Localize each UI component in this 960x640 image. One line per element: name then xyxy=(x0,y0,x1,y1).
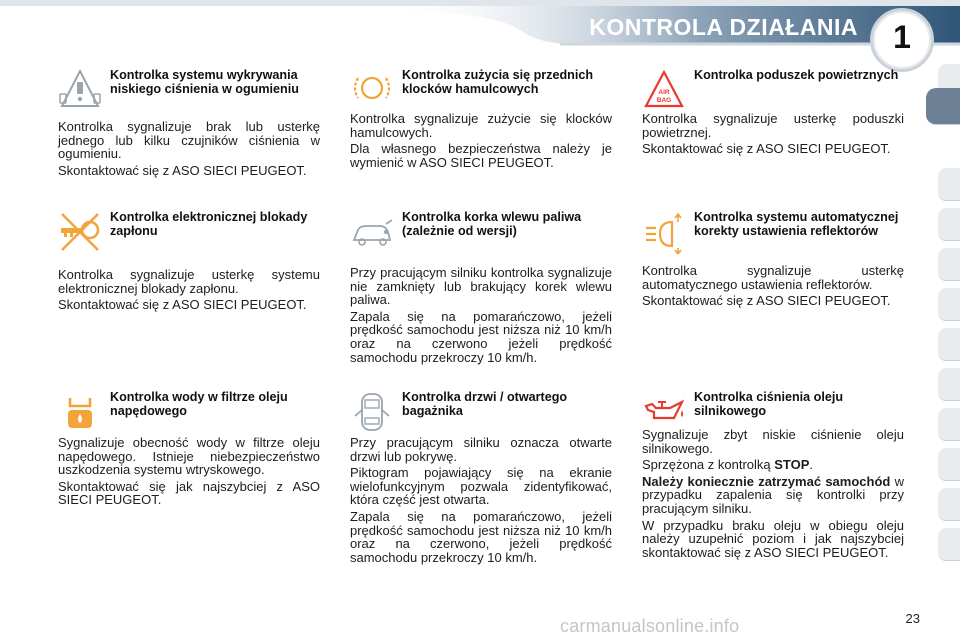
card-title: Kontrolka zużycia się przednich klocków hamulcowych xyxy=(402,68,594,96)
card-text: Kontrolka sygnalizuje usterkę systemu elektronicznej blokady zapłonu. xyxy=(58,267,320,296)
stop-label: STOP xyxy=(774,457,810,473)
chapter-tab[interactable] xyxy=(938,368,960,401)
page-number: 23 xyxy=(905,611,920,626)
card-text-part: . xyxy=(809,457,814,473)
chapter-tab[interactable] xyxy=(938,208,960,241)
card-text: W przypadku braku oleju w obiegu oleju należy uzupełnić poziom i jak najszybciej skontaktować się z ASO SIECI PEUGEOT. xyxy=(642,517,904,560)
card-text: Kontrolka sygnalizuje zużycie się klocków hamulcowych. xyxy=(350,111,612,140)
card-title: Kontrolka elektronicznej blokady zapłonu xyxy=(110,210,308,238)
brake-pad-wear-icon xyxy=(350,68,394,112)
card-text: Skontaktować się z ASO SIECI PEUGEOT. xyxy=(642,293,891,309)
card-text: Skontaktować się z ASO SIECI PEUGEOT. xyxy=(642,141,891,157)
chapter-tab[interactable] xyxy=(938,408,960,441)
card-text: Zapala się na pomarańczowo, jeżeli prędkość samochodu jest niższa niż 10 km/h oraz na czerwono, jeżeli prędkość samochodu przekroczy 10 km/h. xyxy=(350,508,612,565)
card-title: Kontrolka systemu automatycznej korekty ustawienia reflektorów xyxy=(694,210,899,238)
card-door-open xyxy=(350,390,612,567)
chapter-badge xyxy=(870,8,934,72)
card-brake-pads xyxy=(350,68,612,172)
card-text: Przy pracującym silniku kontrolka sygnalizuje nie zamknięty lub brakujący korek wlewu paliwa. xyxy=(350,265,612,308)
card-text: Przy pracującym silniku oznacza otwarte drzwi lub pokrywę. xyxy=(350,435,612,464)
card-text: Zapala się na pomarańczowo, jeżeli prędkość samochodu jest niższa niż 10 km/h oraz na czerwono jeżeli prędkość samochodu przekroczy 10 km/h. xyxy=(350,308,612,365)
chapter-tabs xyxy=(930,64,960,584)
immobiliser-key-icon xyxy=(58,210,102,254)
card-text: Skontaktować się z ASO SIECI PEUGEOT. xyxy=(58,297,307,313)
card-text: Skontaktować się z ASO SIECI PEUGEOT. xyxy=(58,162,307,178)
fuel-cap-icon xyxy=(350,210,394,254)
card-title: Kontrolka ciśnienia oleju silnikowego xyxy=(694,390,844,418)
headlamp-leveling-icon xyxy=(642,210,686,254)
card-immobiliser xyxy=(58,210,320,315)
card-title: Kontrolka wody w filtrze oleju napędowego xyxy=(110,390,288,418)
chapter-tab[interactable] xyxy=(938,448,960,481)
card-text: Kontrolka sygnalizuje usterkę automatycznego ustawienia reflektorów. xyxy=(642,263,904,292)
svg-text:AIR: AIR xyxy=(658,89,670,96)
page-header xyxy=(0,0,960,55)
card-text: Dla własnego bezpieczeństwa należy je wymienić w ASO SIECI PEUGEOT. xyxy=(350,141,612,170)
card-text: Sygnalizuje zbyt niskie ciśnienie oleju silnikowego. xyxy=(642,427,904,456)
card-text: Sygnalizuje obecność wody w filtrze oleju napędowego. Istnieje niebezpieczeństwo uszkodzenia systemu wtryskowego. xyxy=(58,435,320,478)
card-title: Kontrolka drzwi / otwartego bagażnika xyxy=(402,390,568,418)
card-oil-pressure xyxy=(642,390,904,562)
chapter-tab[interactable] xyxy=(938,328,960,361)
page-title: KONTROLA DZIAŁANIA xyxy=(589,14,858,40)
chapter-tab-active[interactable] xyxy=(926,88,960,125)
card-fuel-cap xyxy=(350,210,612,367)
chapter-tab[interactable] xyxy=(938,488,960,521)
card-text-part: Sprzężona z kontrolką xyxy=(642,457,775,473)
card-text-part: w przypadku zapalenia się kontrolki przy pracującym silniku. xyxy=(642,473,904,516)
oil-pressure-icon xyxy=(642,390,686,434)
chapter-number: 1 xyxy=(893,19,911,55)
card-title: Kontrolka korka wlewu paliwa (zależnie od wersji) xyxy=(402,210,582,238)
tyre-pressure-warning-icon xyxy=(58,68,102,112)
card-airbag xyxy=(642,68,904,159)
card-headlamp-leveling xyxy=(642,210,904,311)
card-title: Kontrolka systemu wykrywania niskiego ciśnienia w ogumieniu xyxy=(110,68,299,96)
chapter-tab[interactable] xyxy=(938,168,960,201)
door-open-icon xyxy=(350,390,394,434)
card-water-in-filter xyxy=(58,390,320,510)
watermark: carmanualsonline.info xyxy=(560,616,740,636)
card-text xyxy=(642,458,904,472)
chapter-tab[interactable] xyxy=(938,528,960,561)
airbag-warning-icon xyxy=(642,68,686,112)
card-text-emphasis: Należy koniecznie zatrzymać samochód xyxy=(642,473,891,489)
card-text: Kontrolka sygnalizuje brak lub usterkę jednego lub kilku czujników ciśnienia w ogumieniu. xyxy=(58,119,320,162)
card-title: Kontrolka poduszek powietrznych xyxy=(694,68,899,82)
chapter-tab[interactable] xyxy=(938,288,960,321)
card-text: Piktogram pojawiający się na ekranie wielofunkcyjnym pozwala zidentyfikować, która część jest otwarta. xyxy=(350,465,612,508)
card-text xyxy=(642,475,904,516)
card-tyre-pressure xyxy=(58,68,320,180)
card-text: Skontaktować się jak najszybciej z ASO SIECI PEUGEOT. xyxy=(58,478,320,508)
svg-text:BAG: BAG xyxy=(656,97,672,104)
card-text: Kontrolka sygnalizuje usterkę poduszki powietrznej. xyxy=(642,111,904,140)
chapter-tab[interactable] xyxy=(938,248,960,281)
water-in-diesel-filter-icon xyxy=(58,390,102,434)
